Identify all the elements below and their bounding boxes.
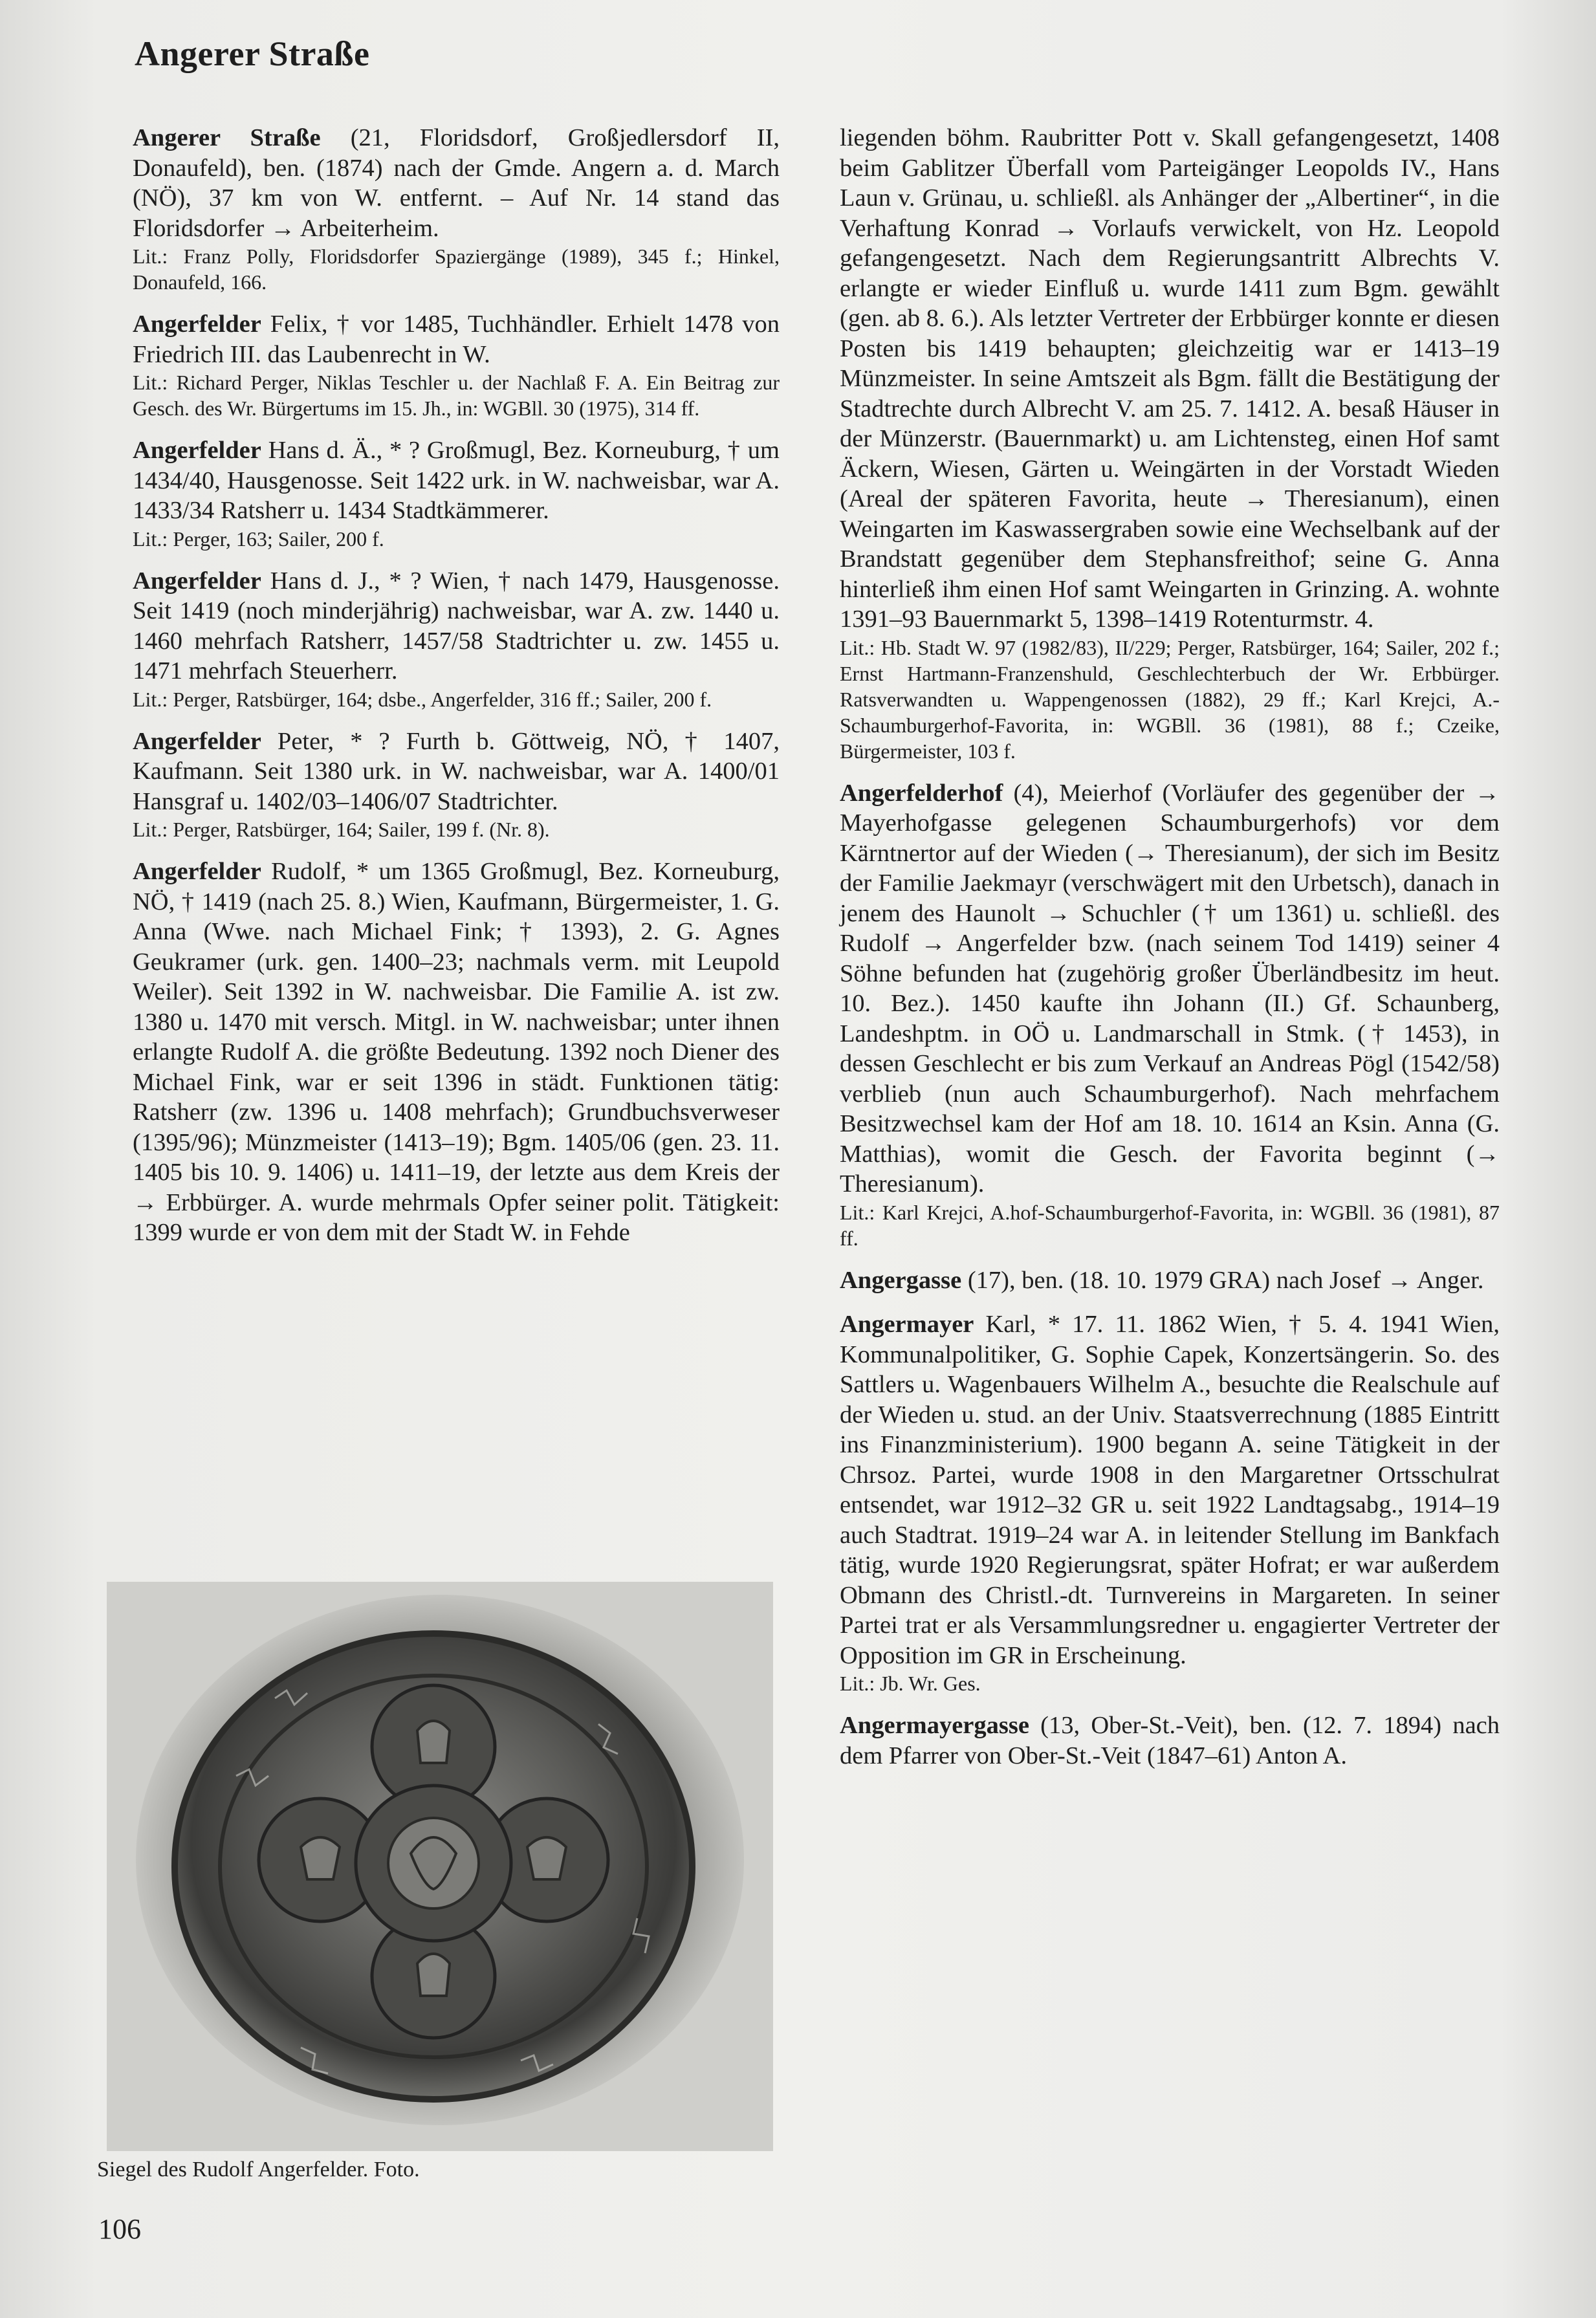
right-column xyxy=(840,123,1500,1785)
entry-angerfelder-hans-d-j xyxy=(133,566,780,712)
entry-angerfelderhof xyxy=(840,778,1500,1251)
running-head: Angerer Straße xyxy=(135,34,370,73)
entry-text: Felix, † vor 1485, Tuchhändler. Erhielt 1478 von Friedrich III. das Laubenrecht in W. xyxy=(133,311,780,368)
entry-angermayergasse xyxy=(840,1711,1500,1771)
entry-angerfelder-peter xyxy=(133,727,780,843)
page-number: 106 xyxy=(98,2213,141,2245)
entry-headword: Angerfelder xyxy=(133,567,261,595)
entry-headword: Angermayergasse xyxy=(840,1712,1029,1739)
entry-text: Rudolf, * um 1365 Großmugl, Bez. Korneuburg, NÖ, † 1419 (nach 25. 8.) Wien, Kaufmann, Bürgermeister, 1. G. Anna (Wwe. nach Michael Fink; † 1393), 2. G. Agnes Geukramer (urk. gen. 1400–23; nachmals verm. mit Leupold Weiler). Seit 1392 in W. nachweisbar. Die Familie A. ist zw. 1380 u. 1470 mit versch. Mitgl. in W. nachweisbar; unter ihnen erlangte Rudolf A. die größte Bedeutung. 1392 noch Diener des Michael Fink, war er seit 1396 in städt. Funktionen tätig: Ratsherr (zw. 1396 u. 1408 mehrfach); Grundbuchsverweser (1395/96); Münzmeister (1413–19); Bgm. 1405/06 (gen. 23. 11. 1405 bis 10. 9. 1406) u. 1411–19, der letzte aus dem Kreis der → Erbbürger. A. wurde mehrmals Opfer seiner polit. Tätigkeit: 1399 wurde er von dem mit der Stadt W. in Fehde xyxy=(133,858,780,1246)
entry-headword: Angerfelder xyxy=(133,311,261,338)
entry-headword: Angerer Straße xyxy=(133,124,321,151)
entry-text: Hans d. Ä., * ? Großmugl, Bez. Korneuburg, † um 1434/40, Hausgenosse. Seit 1422 urk. in W. nachweisbar, war A. 1433/34 Ratsherr u. 1434 Stadtkämmerer. xyxy=(133,437,780,524)
entry-headword: Angerfelderhof xyxy=(840,779,1003,807)
entry-text: Karl, * 17. 11. 1862 Wien, † 5. 4. 1941 Wien, Kommunalpolitiker, G. Sophie Capek, Konzertsängerin. So. des Sattlers u. Wagenbauers Wilhelm A., besuchte die Realschule auf der Wieden u. stud. an der Univ. Staatsverrechnung (1885 Eintritt ins Finanzministerium). 1900 begann A. seine Tätigkeit in der Chrsoz. Partei, wurde 1908 in den Margaretner Ortsschulrat entsendet, war 1912–32 GR u. seit 1922 Landtagsabg., 1914–19 auch Stadtrat. 1919–24 war A. in leitender Stellung im Bankfach tätig, wurde 1920 Regierungsrat, später Hofrat; er war außerdem Obmann des Christl.-dt. Turnvereins in Margareten. In seiner Partei trat er als Versammlungsredner u. engagierter Vertreter der Opposition im GR in Erscheinung. xyxy=(840,1311,1500,1669)
entry-headword: Angerfelder xyxy=(133,727,261,755)
entry-literature: Lit.: Perger, Ratsbürger, 164; dsbe., Angerfelder, 316 ff.; Sailer, 200 f. xyxy=(133,687,712,711)
entry-angerfelder-rudolf-continued xyxy=(840,123,1500,764)
seal-illustration xyxy=(107,1582,773,2151)
entry-text: (13, Ober-St.-Veit), ben. (12. 7. 1894) nach dem Pfarrer von Ober-St.-Veit (1847–61) Anton A. xyxy=(840,1712,1500,1769)
entry-angerfelder-felix xyxy=(133,309,780,421)
entry-angerfelder-hans-d-ae xyxy=(133,435,780,552)
entry-angermayer-karl xyxy=(840,1309,1500,1696)
entry-literature: Lit.: Perger, 163; Sailer, 200 f. xyxy=(133,527,384,551)
entry-text: Peter, * ? Furth b. Göttweig, NÖ, † 1407, Kaufmann. Seit 1380 urk. in W. nachweisbar, war A. 1400/01 Hansgraf u. 1402/03–1406/07 Stadtrichter. xyxy=(133,727,780,815)
entry-text: liegenden böhm. Raubritter Pott v. Skall gefangengesetzt, 1408 beim Gablitzer Überfall vom Parteigänger Leopolds IV., Hans Laun v. Grünau, u. schließl. als Anhänger der „Albertiner“, in die Verhaftung Konrad → Vorlaufs verwickelt, von Hz. Leopold gefangengesetzt. Nach dem Regierungsantritt Albrechts V. erlangte er wieder Einfluß u. wurde 1411 zum Bgm. gewählt (gen. ab 8. 6.). Als letzter Vertreter der Erbbürger konnte er diesen Posten bis 1419 behaupten; gleichzeitig war er 1413–19 Münzmeister. In seine Amtszeit als Bgm. fällt die Bestätigung der Stadtrechte durch Albrecht V. am 25. 7. 1412. A. besaß Häuser in der Münzerstr. (Bauernmarkt) u. am Lichtensteg, einen Hof samt Äckern, Wiesen, Gärten u. Weingärten in der Vorstadt Wieden (Areal der späteren Favorita, heute → Theresianum), einen Weingarten im Kaswassergraben sowie eine Wechselbank auf der Brandstatt gegenüber dem Stephansfreithof; seine G. Anna hinterließ ihm einen Hof samt Weingarten in Grinzing. A. wohnte 1391–93 Bauernmarkt 5, 1398–1419 Rotenturmstr. 4. xyxy=(840,124,1500,633)
left-column xyxy=(133,123,780,1262)
entry-angergasse xyxy=(840,1265,1500,1296)
figure-caption: Siegel des Rudolf Angerfelder. Foto. xyxy=(97,2158,420,2181)
entry-angerer-strasse xyxy=(133,123,780,295)
entry-headword: Angermayer xyxy=(840,1311,974,1338)
entry-text: (21, Floridsdorf, Großjedlersdorf II, Donaufeld), ben. (1874) nach der Gmde. Angern a. d. March (NÖ), 37 km von W. entfernt. – Auf Nr. 14 stand das Floridsdorfer → Arbeiterheim. xyxy=(133,124,780,242)
entry-literature: Lit.: Jb. Wr. Ges. xyxy=(840,1672,981,1695)
entry-text: (17), ben. (18. 10. 1979 GRA) nach Josef → Anger. xyxy=(961,1266,1484,1294)
entry-text: Hans d. J., * ? Wien, † nach 1479, Hausgenosse. Seit 1419 (noch minderjährig) nachweisbar, war A. zw. 1440 u. 1460 mehrfach Ratsherr, 1457/58 Stadtrichter u. zw. 1455 u. 1471 mehrfach Steuerherr. xyxy=(133,567,780,684)
entry-literature: Lit.: Karl Krejci, A.hof-Schaumburgerhof-Favorita, in: WGBll. 36 (1981), 87 ff. xyxy=(840,1200,1500,1250)
entry-headword: Angerfelder xyxy=(133,437,261,464)
entry-literature: Lit.: Franz Polly, Floridsdorfer Spaziergänge (1989), 345 f.; Hinkel, Donaufeld, 166. xyxy=(133,245,780,294)
entry-literature: Lit.: Richard Perger, Niklas Teschler u. der Nachlaß F. A. Ein Beitrag zur Gesch. des Wr. Bürgertums im 15. Jh., in: WGBll. 30 (1975), 314 ff. xyxy=(133,371,780,420)
seal-photo xyxy=(107,1582,773,2151)
entry-headword: Angerfelder xyxy=(133,858,261,885)
entry-literature: Lit.: Hb. Stadt W. 97 (1982/83), II/229; Perger, Ratsbürger, 164; Sailer, 202 f.; Ernst Hartmann-Franzenshuld, Geschlechterbuch der Wr. Erbbürger. Ratsverwandten u. Wappengenossen (1882), 29 ff.; Karl Krejci, A.-Schaumburgerhof-Favorita, in: WGBll. 36 (1981), 88 f.; Czeike, Bürgermeister, 103 f. xyxy=(840,635,1500,763)
entry-headword: Angergasse xyxy=(840,1266,962,1294)
entry-angerfelder-rudolf xyxy=(133,857,780,1248)
entry-literature: Lit.: Perger, Ratsbürger, 164; Sailer, 199 f. (Nr. 8). xyxy=(133,818,550,841)
entry-text: (4), Meierhof (Vorläufer des gegenüber der → Mayerhofgasse gelegenen Schaumburgerhofs) vor dem Kärntnertor auf der Wieden (→ Theresianum), der sich im Besitz der Familie Jaekmayr (verschwägert mit den Urbetsch), danach in jenem des Haunolt → Schuchler († um 1361) u. schließl. des Rudolf → Angerfelder bzw. (nach seinem Tod 1419) seiner 4 Söhne befunden hat (zugehörig großer Überländbesitz im heut. 10. Bez.). 1450 kaufte ihn Johann (II.) Gf. Schaunberg, Landeshptm. in OÖ u. Landmarschall in Stmk. († 1453), in dessen Geschlecht er bis zum Verkauf an Andreas Pögl (1542/58) verblieb (nun auch Schaumburgerhof). Nach mehrfachem Besitzwechsel kam der Hof am 18. 10. 1614 an Ksin. Anna (G. Matthias), womit die Gesch. der Favorita beginnt (→ Theresianum). xyxy=(840,779,1500,1197)
